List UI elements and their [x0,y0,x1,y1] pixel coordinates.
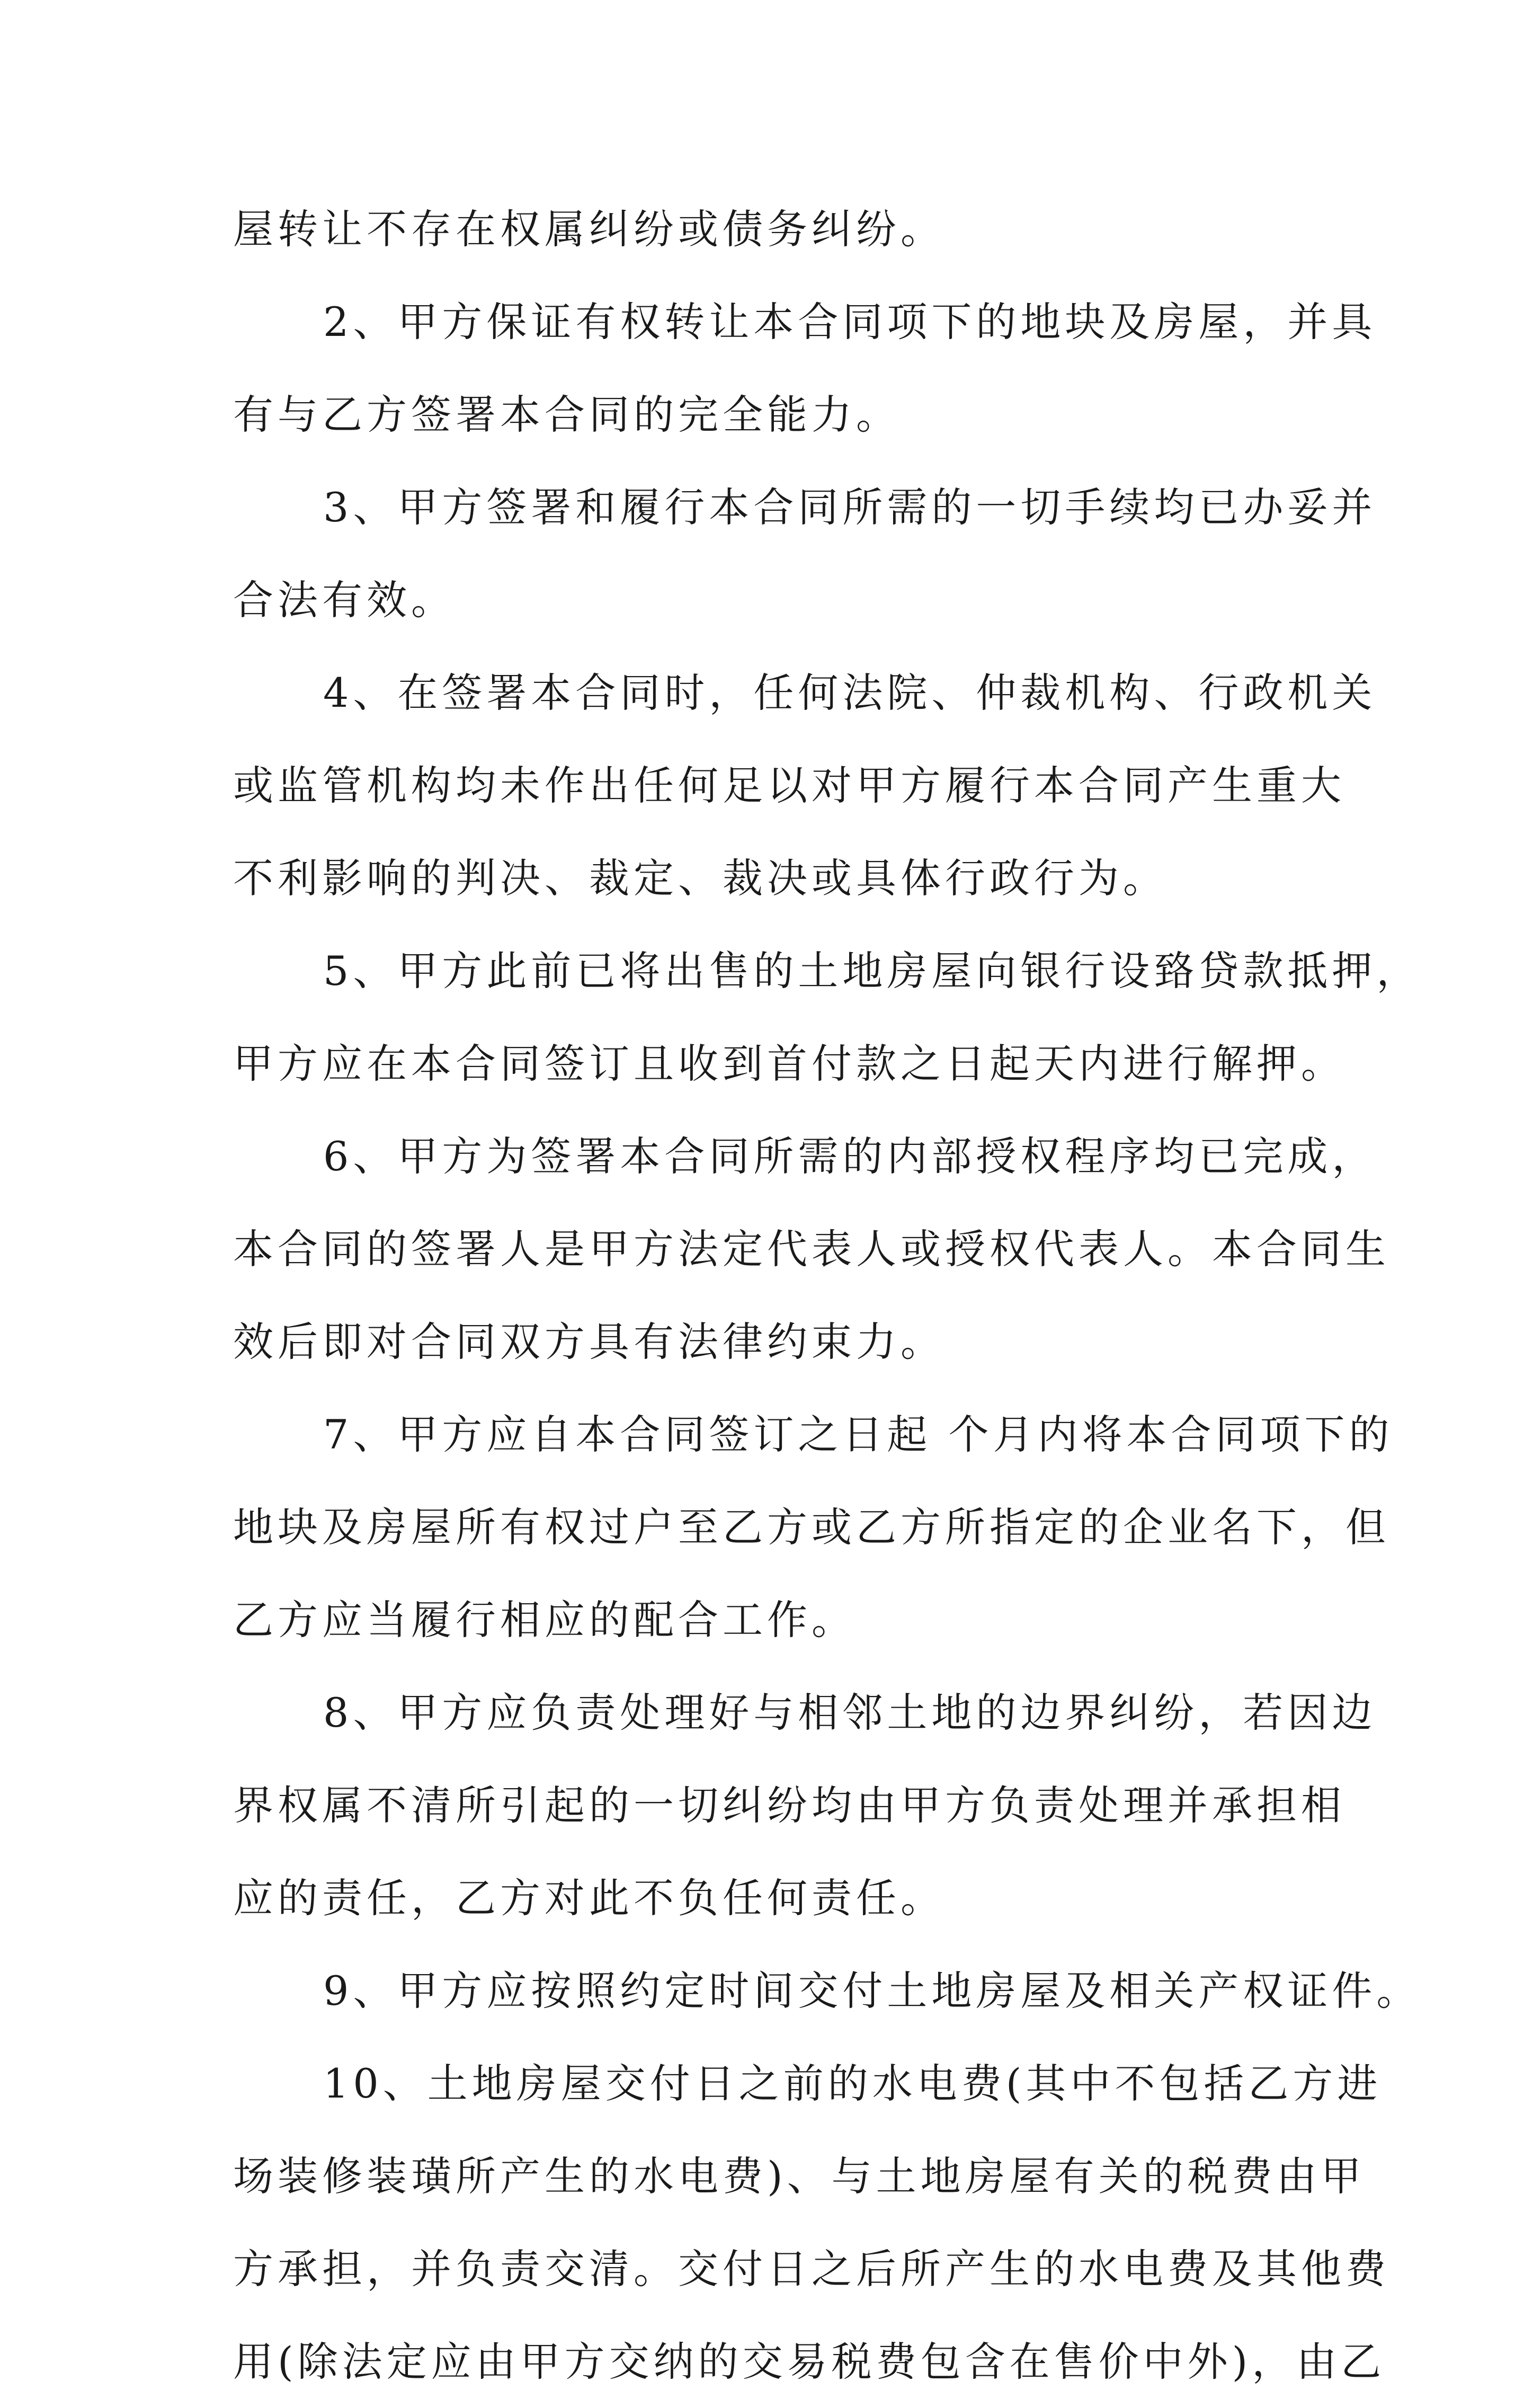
paragraph [233,2037,1390,2408]
text-line: 5、甲方此前已将出售的土地房屋向银行设臵贷款抵押， [323,947,1421,994]
text-line: 地块及房屋所有权过户至乙方或乙方所指定的企业名下，但 [233,1504,1390,1551]
text-line: 10、土地房屋交付日之前的水电费(其中不包括乙方进 [323,2060,1382,2107]
text-line: 3、甲方签署和履行本合同所需的一切手续均已办妥并 [323,484,1377,531]
text-line: 乙方应当履行相应的配合工作。 [233,1596,856,1643]
text-line: 有与乙方签署本合同的完全能力。 [233,391,901,438]
text-line: 7、甲方应自本合同签订之日起 个月内将本合同项下的 [323,1411,1394,1458]
text-line: 4、在签署本合同时，任何法院、仲裁机构、行政机关 [323,669,1377,716]
paragraph [233,1110,1390,1388]
paragraph [233,276,1377,461]
paragraph [233,461,1377,646]
text-line: 6、甲方为签署本合同所需的内部授权程序均已完成， [323,1133,1377,1180]
text-line: 2、甲方保证有权转让本合同项下的地块及房屋，并具 [323,298,1377,345]
paragraph [233,183,1308,276]
text-line: 方承担，并负责交清。交付日之后所产生的水电费及其他费 [233,2245,1390,2293]
paragraph [233,925,1421,1110]
paragraph [233,646,1377,925]
text-line: 界权属不清所引起的一切纠纷均由甲方负责处理并承担相 [233,1782,1345,1829]
text-line: 9、甲方应按照约定时间交付土地房屋及相关产权证件。 [323,1967,1421,2014]
text-line: 效后即对合同双方具有法律约束力。 [233,1318,945,1365]
text-line: 屋转让不存在权属纠纷或债务纠纷。 [233,206,945,253]
paragraph [233,1944,1421,2037]
paragraph [233,1666,1377,1944]
text-line: 应的责任，乙方对此不负任何责任。 [233,1874,945,1922]
document-body [233,183,1421,2408]
text-line: 本合同的签署人是甲方法定代表人或授权代表人。本合同生 [233,1225,1390,1273]
text-line: 8、甲方应负责处理好与相邻土地的边界纠纷，若因边 [323,1689,1377,1736]
text-line: 合法有效。 [233,576,456,624]
text-line: 用(除法定应由甲方交纳的交易税费包含在售价中外)，由乙 [233,2338,1386,2385]
text-line: 不利影响的判决、裁定、裁决或具体行政行为。 [233,855,1167,902]
text-line: 场装修装璜所产生的水电费)、与土地房屋有关的税费由甲 [233,2153,1366,2200]
text-line: 或监管机构均未作出任何足以对甲方履行本合同产生重大 [233,762,1345,809]
text-line: 甲方应在本合同签订且收到首付款之日起天内进行解押。 [233,1040,1345,1087]
paragraph [233,1388,1394,1666]
